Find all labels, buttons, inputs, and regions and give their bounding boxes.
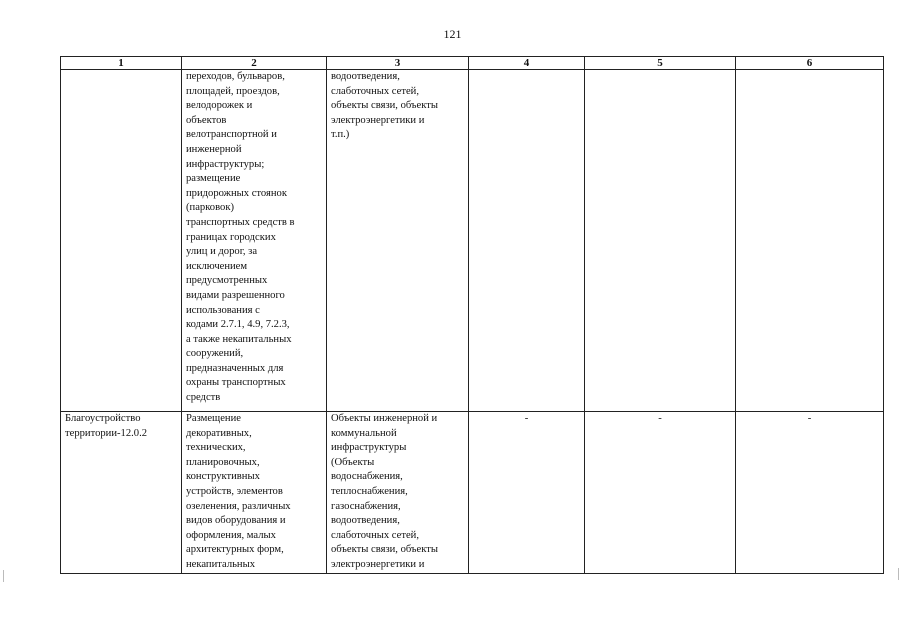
table-cell	[61, 412, 182, 574]
column-header-4: 4	[469, 57, 585, 70]
table-cell	[182, 70, 327, 412]
page-number: 121	[443, 27, 462, 41]
cell-text: переходов, бульваров, площадей, проездов, велодорожек и объектов велотранспортной и инженерной инфраструктуры; размещение придорожных стоянок (парковок) транспортных средств в границах городских улиц и дорог, за исключением предусмотренных видами разрешенного использования с кодами 2.7.1, 4.9, 7.2.3, а также некапитальных сооружений, предназначенных для охраны транспортных средств	[186, 71, 295, 404]
table-cell	[469, 70, 585, 412]
table-cell	[736, 70, 884, 412]
table-row	[61, 70, 884, 412]
empty-value-dash: -	[807, 413, 812, 424]
table-cell	[182, 412, 327, 574]
use-description: Размещение декоративных, технических, планировочных, конструктивных устройств, элементов озеленения, различных видов оборудования и оформления, малых архитектурных форм, некапитальных	[186, 413, 291, 570]
table-cell	[585, 412, 736, 574]
table-row	[61, 412, 884, 574]
use-type-name: Благоустройство территории-12.0.2	[65, 413, 148, 439]
permitted-use-table	[60, 56, 884, 574]
scan-margin-mark	[3, 570, 4, 582]
column-header-2: 2	[182, 57, 327, 70]
scan-margin-mark	[898, 568, 899, 580]
column-header-5: 5	[585, 57, 736, 70]
table-cell	[327, 412, 469, 574]
column-header-3: 3	[327, 57, 469, 70]
table-cell	[585, 70, 736, 412]
empty-value-dash: -	[524, 413, 529, 424]
table-cell	[61, 70, 182, 412]
column-header-6: 6	[736, 57, 884, 70]
table-header-row	[61, 57, 884, 70]
auxiliary-objects: Объекты инженерной и коммунальной инфраструктуры (Объекты водоснабжения, теплоснабжения, газоснабжения, водоотведения, слаботочных сетей, объекты связи, объекты электроэнергетики и	[331, 413, 438, 570]
column-header-1: 1	[61, 57, 182, 70]
table-cell	[327, 70, 469, 412]
empty-value-dash: -	[658, 413, 662, 424]
cell-text: водоотведения, слаботочных сетей, объекты связи, объекты электроэнергетики и т.п.)	[331, 71, 438, 141]
table-cell	[736, 412, 884, 574]
table-cell	[469, 412, 585, 574]
